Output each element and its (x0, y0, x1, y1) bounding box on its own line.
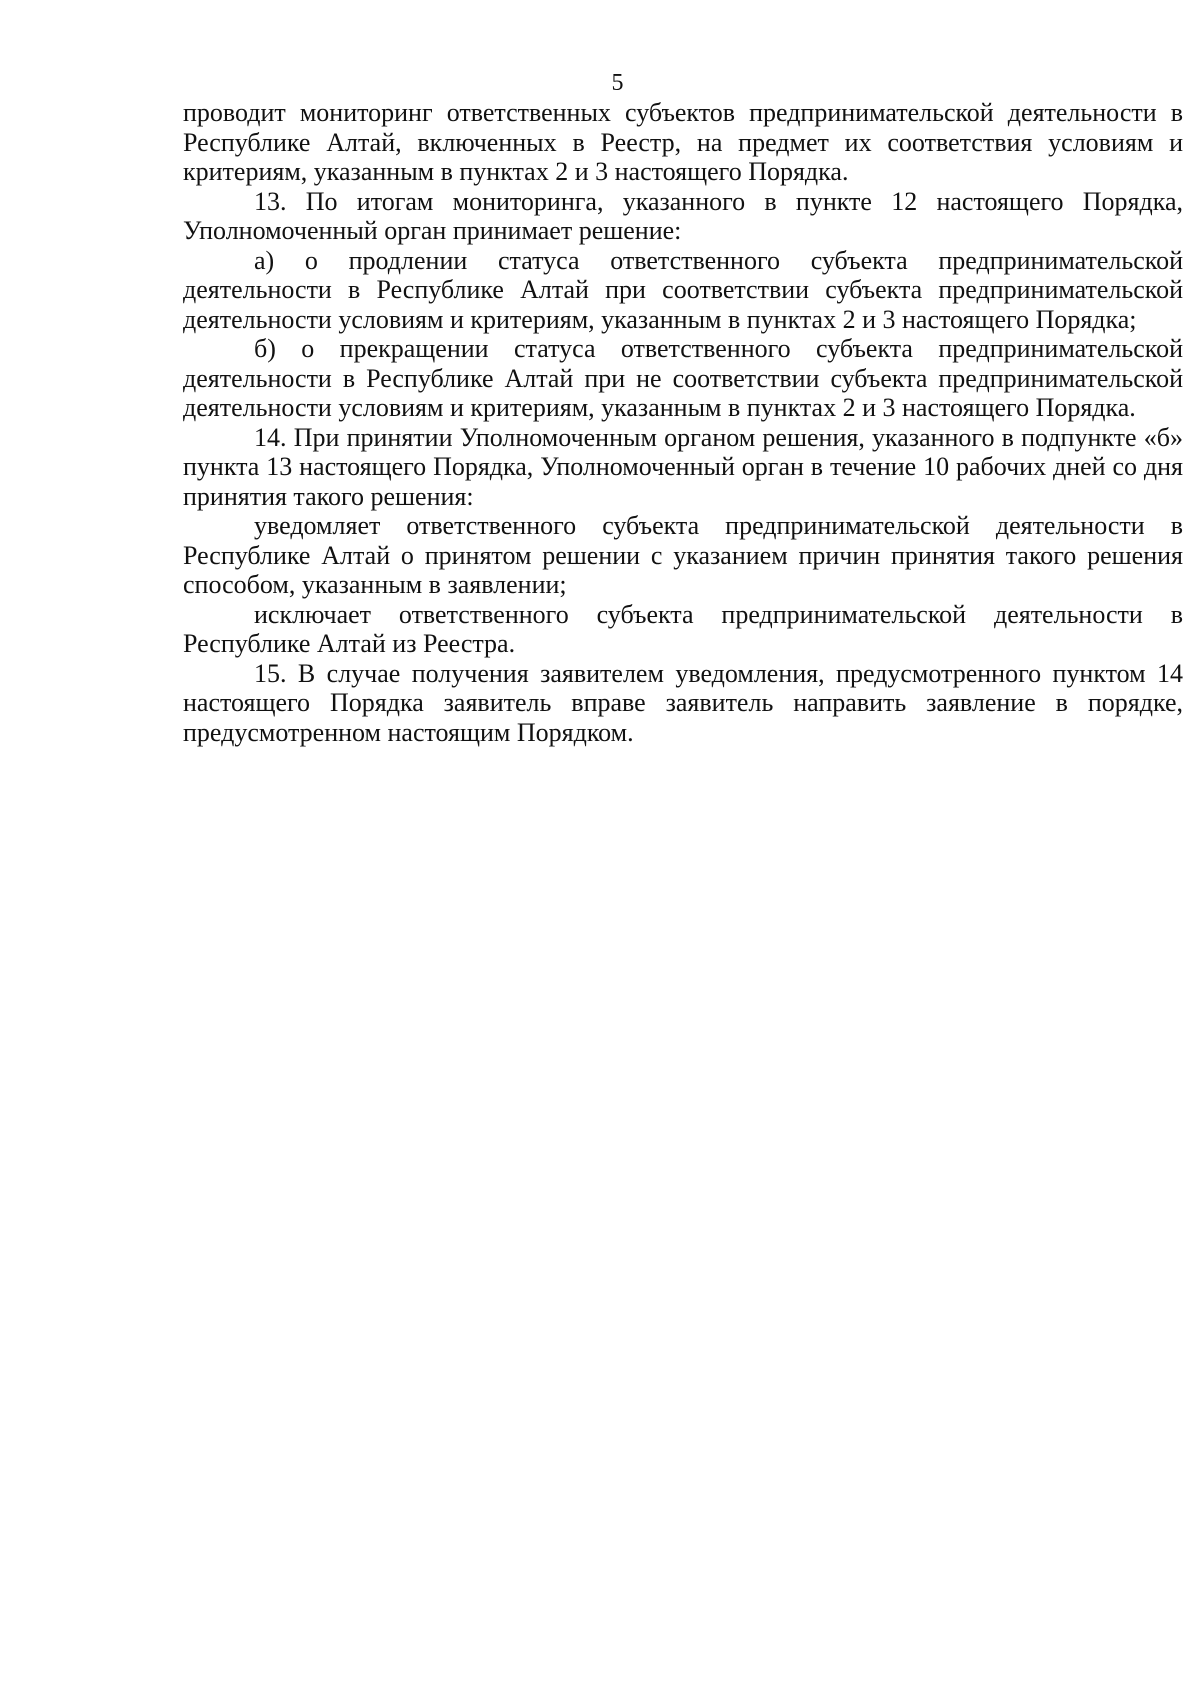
paragraph-continuation: проводит мониторинг ответственных субъектов предпринимательской деятельности в Республике Алтай, включенных в Реестр, на предмет их соответствия условиям и критериям, указанным в пунктах 2 и 3 настоящего Порядка. (183, 98, 1183, 186)
paragraph-13: 13. По итогам мониторинга, указанного в пункте 12 настоящего Порядка, Уполномоченный орган принимает решение: (183, 186, 1183, 245)
paragraph-15: 15. В случае получения заявителем уведомления, предусмотренного пунктом 14 настоящего Порядка заявитель вправе заявитель направить заявление в порядке, предусмотренном настоящим Порядком. (183, 658, 1183, 747)
page-number: 5 (611, 70, 624, 96)
paragraph-14-exclude: исключает ответственного субъекта предпринимательской деятельности в Республике Алтай из Реестра. (183, 599, 1183, 658)
document-body (183, 98, 1183, 747)
paragraph-14: 14. При принятии Уполномоченным органом решения, указанного в подпункте «б» пункта 13 настоящего Порядка, Уполномоченный орган в течение 10 рабочих дней со дня принятия такого решения: (183, 422, 1183, 511)
paragraph-13-a: а) о продлении статуса ответственного субъекта предпринимательской деятельности в Республике Алтай при соответствии субъекта предпринимательской деятельности условиям и критериям, указанным в пунктах 2 и 3 настоящего Порядка; (183, 245, 1183, 334)
paragraph-14-notify: уведомляет ответственного субъекта предпринимательской деятельности в Республике Алтай о принятом решении с указанием причин принятия такого решения способом, указанным в заявлении; (183, 511, 1183, 599)
paragraph-13-b: б) о прекращении статуса ответственного субъекта предпринимательской деятельности в Республике Алтай при не соответствии субъекта предпринимательской деятельности условиям и критериям, указанным в пунктах 2 и 3 настоящего Порядка. (183, 334, 1183, 422)
